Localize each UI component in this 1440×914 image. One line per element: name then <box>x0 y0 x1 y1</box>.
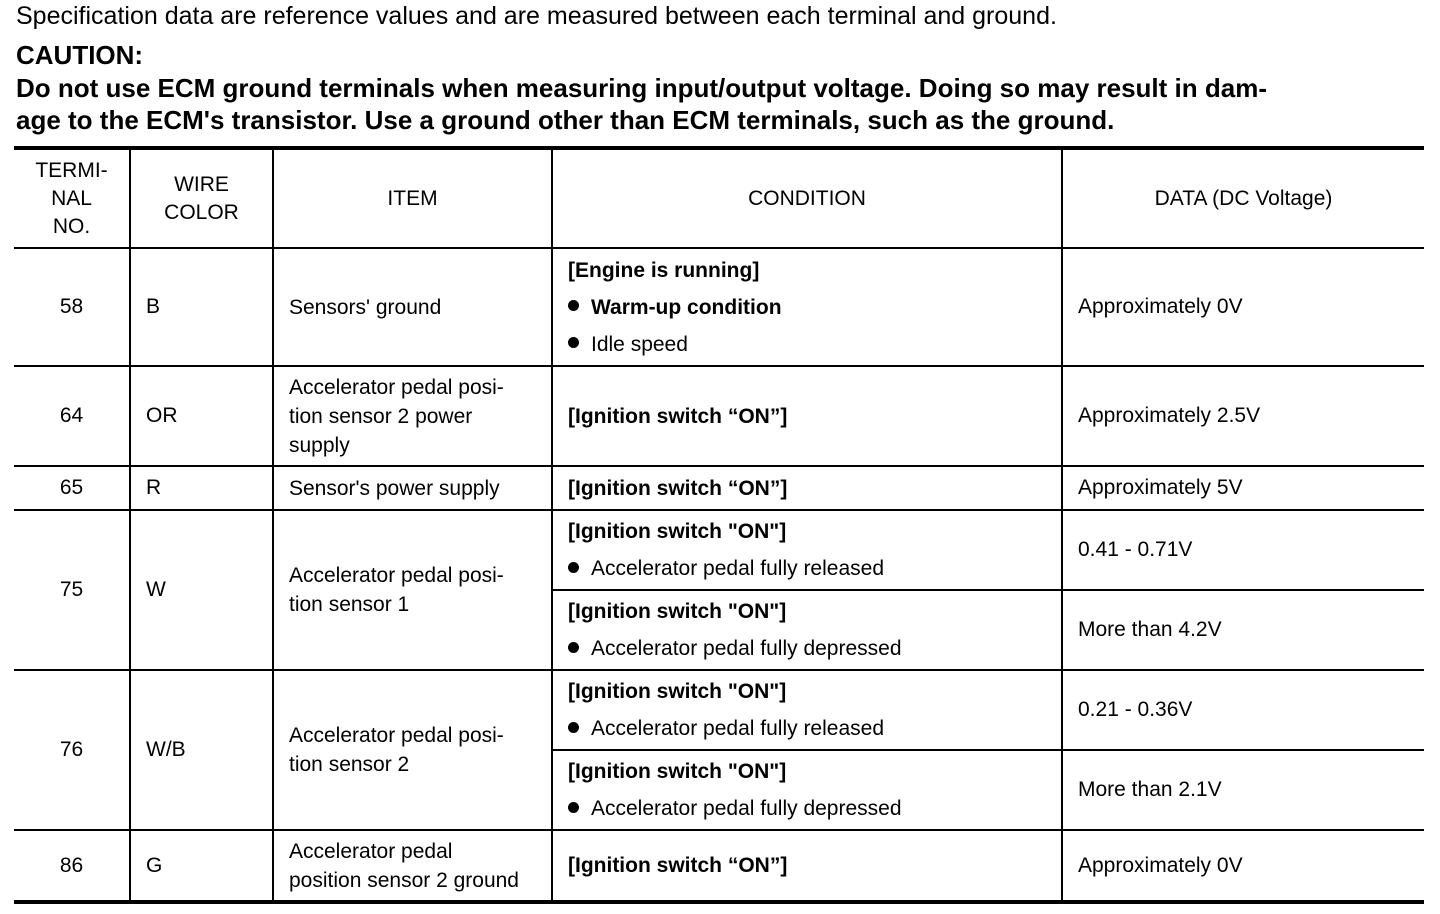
bullet-dot-icon <box>568 802 579 813</box>
table-row <box>14 670 1424 750</box>
item-cell: Accelerator pedal posi- tion sensor 1 <box>273 510 552 670</box>
condition-title: [Ignition switch "ON"] <box>568 680 787 703</box>
condition-title: [Ignition switch "ON"] <box>568 600 787 623</box>
condition-title: [Engine is running] <box>568 258 760 282</box>
data-value: More than 2.1V <box>1062 750 1424 830</box>
header-terminal-no: TERMI- NAL NO. <box>14 148 130 248</box>
item-cell: Accelerator pedal posi- tion sensor 2 power supply <box>273 366 552 466</box>
bullet-dot-icon <box>568 642 579 653</box>
item-cell: Accelerator pedal posi- tion sensor 2 <box>273 670 552 830</box>
bullet-dot-icon <box>568 562 579 573</box>
condition-cell <box>552 466 1062 510</box>
data-value: More than 4.2V <box>1062 590 1424 670</box>
terminal-number: 76 <box>14 670 130 830</box>
item-cell: Accelerator pedal position sensor 2 ground <box>273 830 552 902</box>
header-condition: CONDITION <box>552 148 1062 248</box>
condition-cell <box>552 590 1062 670</box>
table-header-row <box>14 148 1424 248</box>
bullet-dot-icon <box>568 300 579 311</box>
header-item: ITEM <box>273 148 552 248</box>
terminal-spec-table <box>14 146 1424 904</box>
condition-cell <box>552 248 1062 366</box>
intro-text: Specification data are reference values and are measured between each terminal and ground. <box>16 2 1057 30</box>
header-wire-color: WIRE COLOR <box>130 148 273 248</box>
terminal-number: 58 <box>14 248 130 366</box>
terminal-number: 75 <box>14 510 130 670</box>
wire-color: G <box>130 830 273 902</box>
condition-bullet: Accelerator pedal fully released <box>568 710 1046 747</box>
item-cell: Sensors' ground <box>273 248 552 366</box>
bullet-dot-icon <box>568 722 579 733</box>
condition-cell <box>552 366 1062 466</box>
condition-cell <box>552 510 1062 590</box>
condition-bullet: Accelerator pedal fully released <box>568 550 1046 587</box>
data-value: Approximately 0V <box>1062 248 1424 366</box>
condition-cell <box>552 750 1062 830</box>
condition-title: [Ignition switch "ON"] <box>568 760 787 783</box>
condition-title: [Ignition switch “ON”] <box>568 854 788 877</box>
item-cell: Sensor's power supply <box>273 466 552 510</box>
caution-line-1: Do not use ECM ground terminals when measuring input/output voltage. Doing so may result in dam- <box>16 73 1267 103</box>
condition-title: [Ignition switch "ON"] <box>568 520 787 543</box>
condition-bullet: Accelerator pedal fully depressed <box>568 630 1046 667</box>
data-value: 0.41 - 0.71V <box>1062 510 1424 590</box>
wire-color: W <box>130 510 273 670</box>
bullet-dot-icon <box>568 337 579 348</box>
caution-line-2: age to the ECM's transistor. Use a ground other than ECM terminals, such as the ground. <box>16 105 1115 135</box>
header-data: DATA (DC Voltage) <box>1062 148 1424 248</box>
terminal-number: 64 <box>14 366 130 466</box>
table-row <box>14 366 1424 466</box>
table-row <box>14 830 1424 902</box>
condition-bullet: Accelerator pedal fully depressed <box>568 790 1046 827</box>
condition-title: [Ignition switch “ON”] <box>568 476 788 500</box>
wire-color: W/B <box>130 670 273 830</box>
data-value: 0.21 - 0.36V <box>1062 670 1424 750</box>
caution-text <box>16 72 1424 136</box>
wire-color: OR <box>130 366 273 466</box>
wire-color: B <box>130 248 273 366</box>
data-value: Approximately 5V <box>1062 466 1424 510</box>
table-row <box>14 466 1424 510</box>
data-value: Approximately 0V <box>1062 830 1424 902</box>
condition-title: [Ignition switch “ON”] <box>568 404 788 428</box>
table-row <box>14 248 1424 366</box>
condition-bullet: Warm-up condition <box>568 289 1046 326</box>
table-row <box>14 510 1424 590</box>
condition-cell <box>552 670 1062 750</box>
terminal-number: 86 <box>14 830 130 902</box>
condition-bullet: Idle speed <box>568 326 1046 363</box>
data-value: Approximately 2.5V <box>1062 366 1424 466</box>
terminal-number: 65 <box>14 466 130 510</box>
caution-label: CAUTION: <box>16 40 144 70</box>
condition-cell <box>552 830 1062 902</box>
wire-color: R <box>130 466 273 510</box>
